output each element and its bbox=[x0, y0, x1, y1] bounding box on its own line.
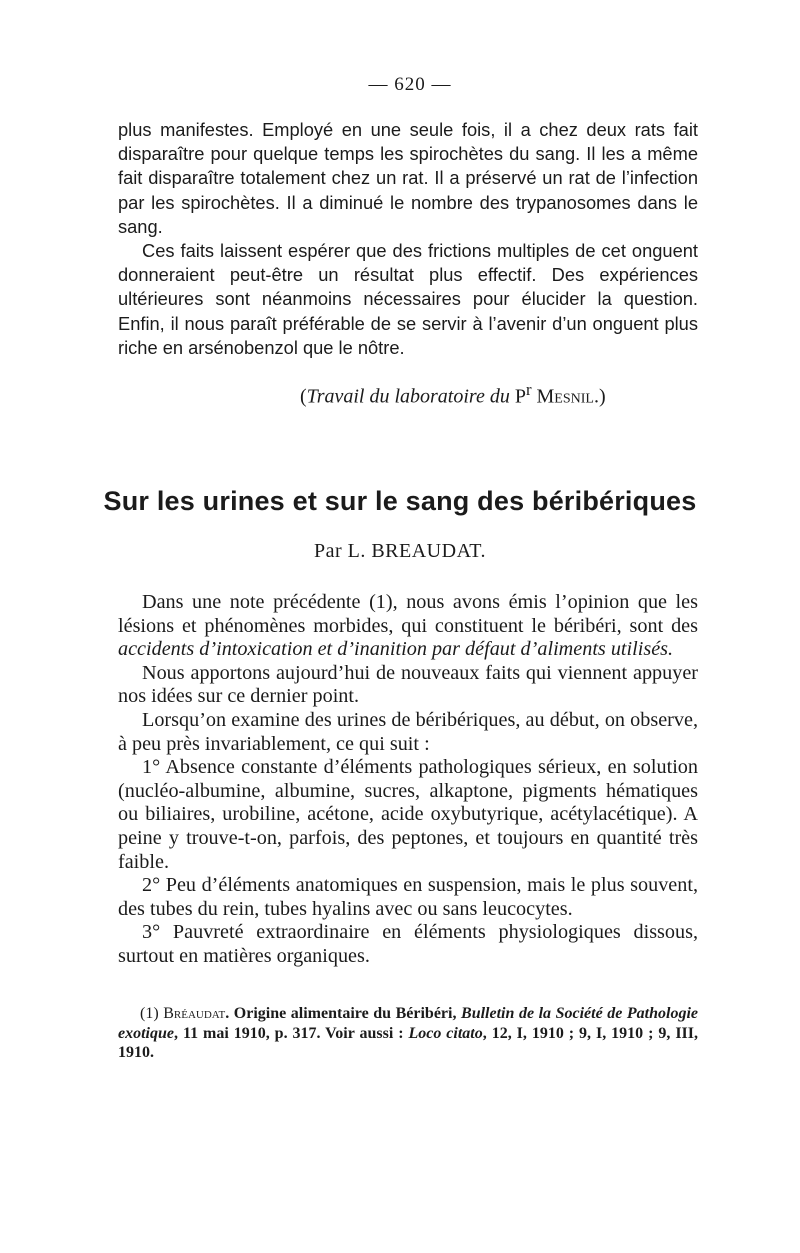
credit-name: Mesnil bbox=[536, 385, 594, 408]
footnote-loco: Loco citato bbox=[408, 1024, 483, 1042]
article-byline: Par L. BREAUDAT. bbox=[313, 540, 487, 562]
article-title: Sur les urines et sur le sang des béribériques bbox=[103, 486, 697, 516]
credit-close: .) bbox=[593, 385, 606, 408]
laboratory-credit bbox=[300, 380, 606, 409]
paragraph bbox=[118, 591, 698, 662]
list-item: 3° Pauvreté extraordinaire en éléments physiologiques dissous, surtout en matières organiques. bbox=[118, 921, 698, 967]
credit-title-sup: r bbox=[525, 380, 532, 399]
page-number: — 620 — bbox=[368, 74, 452, 95]
paragraph: Lorsqu’on examine des urines de béribériques, au début, on observe, à peu près invariablement, ce qui suit : bbox=[118, 708, 698, 755]
paragraph: plus manifestes. Employé en une seule fois, il a chez deux rats fait disparaître pour quelque temps les spirochètes du sang. Il les a même fait disparaître totalement chez un rat. Il a préservé un rat de l’infection par les spirochètes. Il a diminué le nombre des trypanosomes dans le sang. bbox=[118, 119, 698, 237]
footnote-text: , 12, I, 1910 ; 9, I, 1910 ; 9, III, 1910. bbox=[118, 1024, 699, 1061]
footnote-text: , 11 mai 1910, p. 317. Voir aussi : bbox=[174, 1024, 409, 1042]
footnote-text: . Origine alimentaire du Béribéri, bbox=[225, 1005, 462, 1022]
credit-open: ( bbox=[300, 385, 307, 408]
p1-italic: accidents d’intoxication et d’inanition par défaut d’aliments utilisés. bbox=[118, 638, 674, 661]
footnote-marker: (1) bbox=[140, 1005, 164, 1022]
credit-title: P bbox=[514, 385, 526, 408]
footnote-journal: Bulletin de la Société de Pathologie exotique bbox=[118, 1005, 699, 1042]
footnote-author: Bréaudat bbox=[163, 1005, 226, 1022]
continuation-text bbox=[118, 118, 698, 360]
list-item: 2° Peu d’éléments anatomiques en suspension, mais le plus souvent, des tubes du rein, tubes hyalins avec ou sans leucocytes. bbox=[118, 874, 698, 920]
credit-italic: Travail du laboratoire du bbox=[306, 385, 510, 408]
paragraph: Nous apportons aujourd’hui de nouveaux faits qui viennent appuyer nos idées sur ce dernier point. bbox=[118, 661, 698, 708]
article-body bbox=[118, 591, 698, 969]
footnote bbox=[118, 1004, 698, 1063]
list-item: 1° Absence constante d’éléments pathologiques sérieux, en solution (nucléo-albumine, albumine, sucres, alkaptone, pigments hématiques ou biliaires, urobiline, acétone, acide oxybutyrique, acétylacétique). A peine y trouve-t-on, parfois, des peptones, et toujours en quantité très faible. bbox=[118, 756, 698, 873]
paragraph: Ces faits laissent espérer que des frictions multiples de cet onguent donneraient peut-être un résultat plus effectif. Des expériences ultérieures sont néanmoins nécessaires pour élucider la question. Enfin, il nous paraît préférable de se servir à l’avenir d’un onguent plus riche en arsénobenzol que le nôtre. bbox=[118, 240, 698, 358]
p1-text: Dans une note précédente (1), nous avons émis l’opinion que les lésions et phénomènes morbides, qui constituent le béribéri, sont des bbox=[118, 591, 698, 637]
